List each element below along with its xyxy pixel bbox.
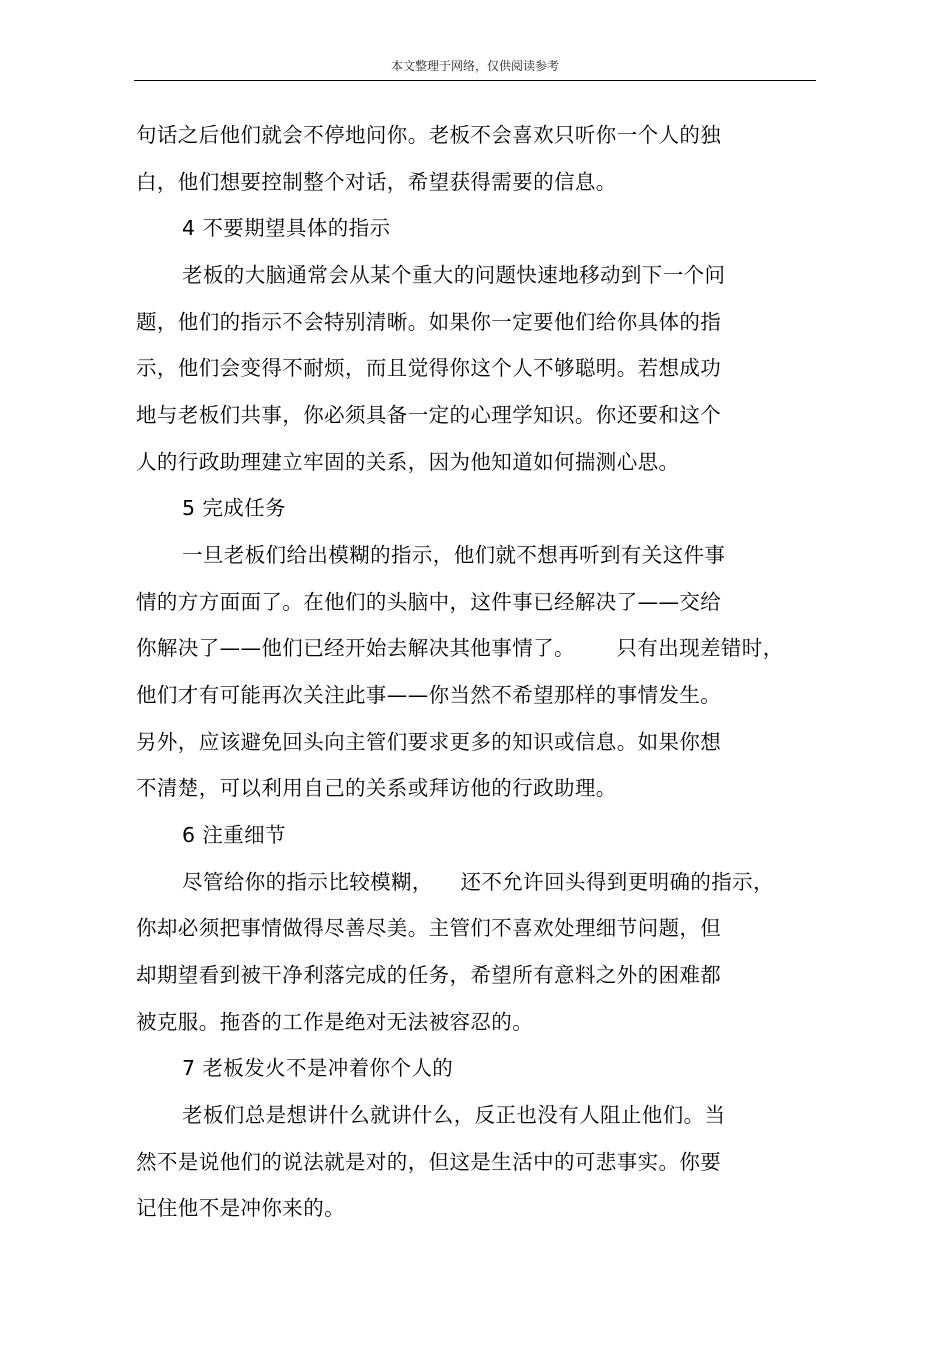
text-line: 被克服。拖沓的工作是绝对无法被容忍的。 [136,1010,534,1034]
text-line: 却期望看到被干净利落完成的任务，希望所有意料之外的困难都 [136,963,722,987]
text-line: 你却必须把事情做得尽善尽美。主管们不喜欢处理细节问题，但 [136,916,722,940]
section-heading: 5 完成任务 [182,496,286,520]
text-line: 记住他不是冲你来的。 [136,1196,345,1220]
text-line: 你解决了——他们已经开始去解决其他事情了。 只有出现差错时， [136,636,784,660]
page-header: 本文整理于网络，仅供阅读参考 [390,59,559,73]
text-line: 情的方方面面了。在他们的头脑中，这件事已经解决了——交给 [136,590,722,614]
text-line: 人的行政助理建立牢固的关系，因为他知道如何揣测心思。 [136,450,680,474]
text-line: 题，他们的指示不会特别清晰。如果你一定要他们给你具体的指 [136,310,722,334]
section-heading: 7 老板发火不是冲着你个人的 [182,1056,454,1080]
text-line: 白，他们想要控制整个对话，希望获得需要的信息。 [136,170,617,194]
text-line: 示，他们会变得不耐烦，而且觉得你这个人不够聪明。若想成功 [136,356,722,380]
text-line: 老板们总是想讲什么就讲什么，反正也没有人阻止他们。当 [182,1103,726,1127]
text-line: 一旦老板们给出模糊的指示，他们就不想再听到有关这件事 [182,543,726,567]
section-heading: 6 注重细节 [182,823,286,847]
text-line: 地与老板们共事，你必须具备一定的心理学知识。你还要和这个 [136,403,722,427]
text-line: 另外，应该避免回头向主管们要求更多的知识或信息。如果你想 [136,730,722,754]
text-line: 老板的大脑通常会从某个重大的问题快速地移动到下一个问 [182,263,726,287]
text-line: 不清楚，可以利用自己的关系或拜访他的行政助理。 [136,776,617,800]
text-line: 他们才有可能再次关注此事——你当然不希望那样的事情发生。 [136,683,722,707]
section-heading: 4 不要期望具体的指示 [182,216,391,240]
text-line: 尽管给你的指示比较模糊， 还不允许回头得到更明确的指示， [182,870,774,894]
text-line: 然不是说他们的说法就是对的，但这是生活中的可悲事实。你要 [136,1150,722,1174]
text-line: 句话之后他们就会不停地问你。老板不会喜欢只听你一个人的独 [136,123,722,147]
header-divider [134,80,816,81]
